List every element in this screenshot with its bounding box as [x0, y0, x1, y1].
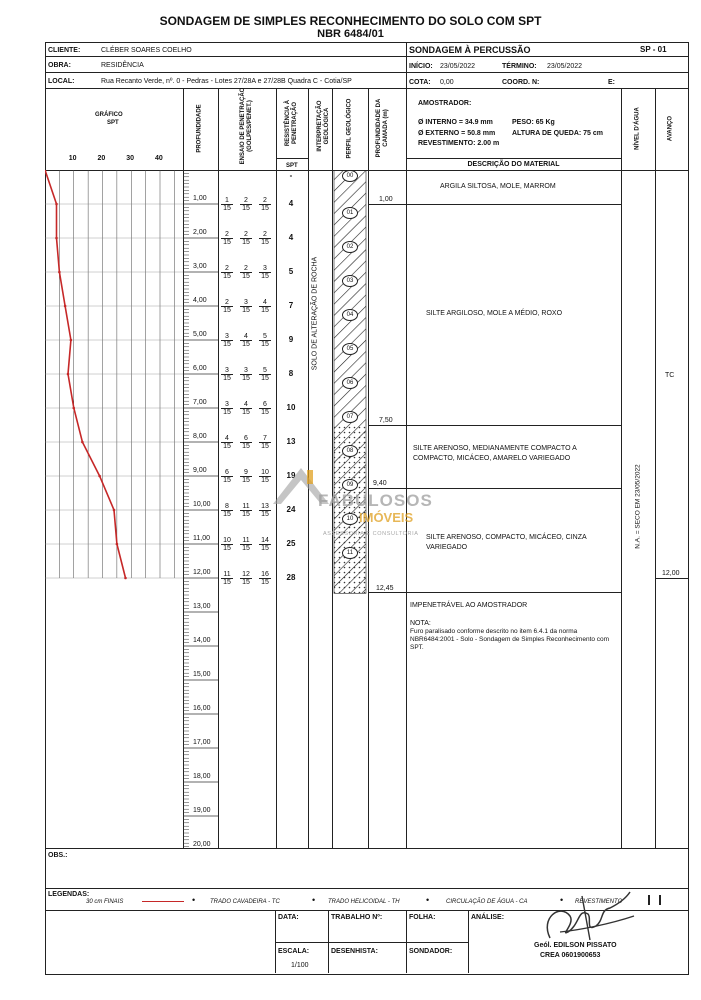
avanco-tc: TC: [665, 372, 675, 379]
depth-label: 13,00: [193, 603, 211, 610]
method-title: SONDAGEM À PERCUSSÃO: [409, 45, 531, 55]
material-3: SILTE ARENOSO, MEDIANAMENTE COMPACTO A COMPACTO, MICÁCEO, AMARELO VARIEGADO: [413, 445, 577, 462]
penetration-blows: $\frac{10}{15}$: [259, 469, 271, 484]
penetration-blows: $\frac{6}{15}$: [259, 401, 271, 416]
penetration-blows: $\frac{11}{15}$: [240, 537, 252, 552]
spt-data-point: [64, 305, 67, 308]
escala-label: ESCALA:: [278, 948, 310, 955]
spt-value: 5: [288, 267, 294, 276]
trabalho-label: TRABALHO Nº:: [331, 914, 383, 921]
penetration-blows: $\frac{14}{15}$: [259, 537, 271, 552]
penetration-blows: $\frac{11}{15}$: [221, 571, 233, 586]
depth-label: 8,00: [193, 433, 207, 440]
cliente-label: CLIENTE:: [48, 47, 81, 54]
depth-label: 12,00: [193, 569, 211, 576]
watermark-brand2: IMÓVEIS: [359, 510, 414, 525]
geologist-name: Geól. EDILSON PISSATO: [534, 942, 617, 949]
col-avanco: AVANÇO: [667, 115, 674, 142]
local-value: Rua Recanto Verde, nº. 0 - Pedras - Lotes 27/28A e 27/28B Quadra C - Cotia/SP: [101, 78, 352, 85]
spt-value: 19: [286, 471, 296, 480]
depth-label: 6,00: [193, 365, 207, 372]
sample-marker: 10: [342, 513, 358, 525]
inicio-label: INÍCIO:: [409, 63, 433, 70]
col-perfil: PERFIL GEOLÓGICO: [346, 98, 353, 159]
col-ensaio: ENSAIO DE PENETRAÇÃO (GOLPES/PENET.): [240, 87, 253, 165]
sondador-label: SONDADOR:: [409, 948, 453, 955]
spt-data-point: [98, 475, 101, 478]
legendas-label: LEGENDAS:: [48, 891, 90, 898]
spt-first: -: [289, 171, 293, 180]
penetration-blows: $\frac{2}{15}$: [240, 231, 252, 246]
avanco-depth: 12,00: [662, 570, 680, 577]
spt-data-point: [55, 203, 58, 206]
amostrador-revestimento: REVESTIMENTO: 2.00 m: [418, 140, 500, 147]
col-prof-camada: PROFUNDIDADE DA CAMADA (m): [376, 98, 389, 158]
spt-value: 10: [286, 403, 296, 412]
spt-value: 13: [286, 437, 296, 446]
grafico-subtitle: SPT: [107, 120, 119, 126]
penetration-blows: $\frac{12}{15}$: [240, 571, 252, 586]
nota-text: Furo paralisado conforme descrito no item 6.4.1 da norma NBR6484:2001 - Solo - Sondagem de Simples Reconhecimento com SPT.: [410, 628, 610, 651]
depth-label: 20,00: [193, 841, 211, 848]
depth-label: 11,00: [193, 535, 210, 542]
amostrador-altura: ALTURA DE QUEDA: 75 cm: [512, 130, 604, 137]
depth-label: 7,00: [193, 399, 207, 406]
material-5: IMPENETRÁVEL AO AMOSTRADOR: [410, 602, 528, 609]
interpretacao-text: SOLO DE ALTERAÇÃO DE ROCHA: [311, 256, 319, 371]
penetration-blows: $\frac{4}{15}$: [240, 333, 252, 348]
legend-ca: CIRCULAÇÃO DE ÁGUA - CA: [446, 899, 528, 905]
data-label: DATA:: [278, 914, 299, 921]
obs-label: OBS.:: [48, 852, 68, 859]
cliente-value: CLÉBER SOARES COELHO: [101, 47, 192, 54]
obra-value: RESIDÊNCIA: [101, 62, 144, 69]
depth-label: 10,00: [193, 501, 211, 508]
material-4: SILTE ARENOSO, COMPACTO, MICÁCEO, CINZA VARIEGADO: [426, 534, 587, 551]
penetration-blows: $\frac{10}{15}$: [221, 537, 233, 552]
layer-depth-4: 12,45: [376, 585, 394, 592]
col-spt: SPT: [286, 163, 298, 169]
sample-marker: 11: [342, 547, 358, 559]
penetration-blows: $\frac{6}{15}$: [221, 469, 233, 484]
spt-data-point: [81, 441, 84, 444]
penetration-blows: $\frac{2}{15}$: [221, 231, 233, 246]
material-2: SILTE ARGILOSO, MOLE A MÉDIO, ROXO: [426, 310, 563, 317]
spt-data-point: [116, 543, 119, 546]
spt-value: 9: [288, 335, 294, 344]
spt-data-point: [67, 373, 70, 376]
spt-data-point: [124, 577, 127, 580]
watermark-sub: ASSESSORIA E CONSULTORIA: [323, 531, 419, 537]
desenhista-label: DESENHISTA:: [331, 948, 378, 955]
e-label: E:: [608, 79, 615, 86]
sample-marker: 06: [342, 377, 358, 389]
depth-label: 19,00: [193, 807, 211, 814]
folha-label: FOLHA:: [409, 914, 436, 921]
penetration-blows: $\frac{3}{15}$: [240, 299, 252, 314]
depth-label: 15,00: [193, 671, 211, 678]
depth-label: 16,00: [193, 705, 211, 712]
penetration-blows: $\frac{2}{15}$: [259, 197, 271, 212]
depth-label: 17,00: [193, 739, 211, 746]
spt-value: 7: [288, 301, 294, 310]
depth-ruler: [183, 170, 218, 848]
grafico-title: GRÁFICO: [95, 112, 123, 118]
penetration-blows: $\frac{8}{15}$: [221, 503, 233, 518]
depth-label: 4,00: [193, 297, 207, 304]
legend-revestimento: REVESTIMENTO: [575, 899, 623, 905]
legend-30cm: 30 cm FINAIS: [86, 899, 124, 905]
sample-marker: 09: [342, 479, 358, 491]
penetration-blows: $\frac{2}{15}$: [259, 231, 271, 246]
penetration-blows: $\frac{1}{15}$: [221, 197, 233, 212]
depth-label: 9,00: [193, 467, 207, 474]
cota-value: 0,00: [440, 79, 454, 86]
sample-marker: 02: [342, 241, 358, 253]
penetration-blows: $\frac{13}{15}$: [259, 503, 271, 518]
axis-tick-label: 30: [126, 155, 135, 162]
spt-data-point: [113, 509, 116, 512]
sample-marker: 05: [342, 343, 358, 355]
sp-id: SP - 01: [640, 45, 667, 54]
legend-th: TRADO HELICOIDAL - TH: [328, 899, 400, 905]
depth-label: 5,00: [193, 331, 207, 338]
penetration-blows: $\frac{3}{15}$: [221, 367, 233, 382]
sample-marker: 00: [342, 170, 358, 182]
depth-label: 1,00: [193, 195, 207, 202]
termino-value: 23/05/2022: [547, 63, 583, 70]
spt-data-point: [55, 237, 58, 240]
legend-red-line: [142, 901, 184, 902]
penetration-blows: $\frac{4}{15}$: [240, 401, 252, 416]
penetration-blows: $\frac{3}{15}$: [259, 265, 271, 280]
penetration-blows: $\frac{5}{15}$: [259, 333, 271, 348]
amostrador-peso: PESO: 65 Kg: [512, 119, 555, 126]
layer-depth-1: 1,00: [379, 196, 393, 203]
material-1: ARGILA SILTOSA, MOLE, MARROM: [440, 183, 556, 190]
signature: [530, 888, 640, 948]
depth-label: 2,00: [193, 229, 207, 236]
penetration-blows: $\frac{16}{15}$: [259, 571, 271, 586]
norm-code: NBR 6484/01: [317, 28, 384, 40]
axis-tick-label: 10: [68, 155, 77, 162]
sample-marker: 04: [342, 309, 358, 321]
col-resistencia: RESISTÊNCIA À PENETRAÇÃO: [285, 99, 298, 147]
termino-label: TÉRMINO:: [502, 63, 537, 70]
sample-marker: 03: [342, 275, 358, 287]
depth-label: 14,00: [193, 637, 211, 644]
sample-marker: 01: [342, 207, 358, 219]
sample-marker: 07: [342, 411, 358, 423]
sample-marker: 08: [342, 445, 358, 457]
amostrador-interno: Ø INTERNO = 34.9 mm: [418, 119, 493, 126]
depth-label: 3,00: [193, 263, 207, 270]
col-nivel: NÍVEL D'ÁGUA: [634, 107, 641, 150]
spt-value: 28: [286, 573, 296, 582]
depth-label: 18,00: [193, 773, 211, 780]
penetration-blows: $\frac{2}{15}$: [240, 197, 252, 212]
penetration-blows: $\frac{6}{15}$: [240, 435, 252, 450]
layer-depth-2: 7,50: [379, 417, 393, 424]
coord-label: COORD. N:: [502, 79, 540, 86]
col-descricao: DESCRIÇÃO DO MATERIAL: [467, 161, 560, 168]
axis-tick-label: 20: [97, 155, 106, 162]
spt-chart: [45, 170, 183, 848]
penetration-blows: $\frac{2}{15}$: [240, 265, 252, 280]
penetration-blows: $\frac{5}{15}$: [259, 367, 271, 382]
layer-depth-3: 9,40: [373, 480, 387, 487]
legend-tc: TRADO CAVADEIRA - TC: [210, 899, 280, 905]
watermark-brand: FABULOSOS: [318, 491, 433, 510]
crea-number: CREA 0601900653: [540, 952, 601, 959]
escala-value: 1/100: [291, 962, 309, 969]
penetration-blows: $\frac{3}{15}$: [221, 333, 233, 348]
col-profundidade: PROFUNDIDADE: [196, 104, 203, 153]
spt-value: 25: [286, 539, 296, 548]
nota-title: NOTA:: [410, 620, 431, 627]
spt-data-point: [70, 339, 73, 342]
penetration-blows: $\frac{9}{15}$: [240, 469, 252, 484]
legend-revestimento-symbol: [648, 895, 661, 905]
spt-value: 8: [288, 369, 294, 378]
obra-label: OBRA:: [48, 62, 71, 69]
cota-label: COTA:: [409, 79, 431, 86]
spt-value: 24: [286, 505, 296, 514]
penetration-blows: $\frac{2}{15}$: [221, 299, 233, 314]
analise-label: ANÁLISE:: [471, 914, 505, 921]
axis-tick-label: 40: [155, 155, 163, 162]
water-level-note: N.A. = SECO EM 23/05/2022: [634, 464, 642, 549]
penetration-blows: $\frac{7}{15}$: [259, 435, 271, 450]
amostrador-title: AMOSTRADOR:: [418, 100, 472, 107]
col-interpretacao: INTERPRETAÇÃO GEOLÓGICA: [317, 100, 330, 152]
local-label: LOCAL:: [48, 78, 75, 85]
penetration-blows: $\frac{4}{15}$: [221, 435, 233, 450]
penetration-blows: $\frac{2}{15}$: [221, 265, 233, 280]
document-title: SONDAGEM DE SIMPLES RECONHECIMENTO DO SOLO COM SPT: [159, 14, 542, 28]
penetration-blows: $\frac{11}{15}$: [240, 503, 252, 518]
spt-value: 4: [288, 233, 294, 242]
penetration-blows: $\frac{3}{15}$: [221, 401, 233, 416]
inicio-value: 23/05/2022: [440, 63, 476, 70]
spt-data-point: [58, 271, 61, 274]
penetration-blows: $\frac{3}{15}$: [240, 367, 252, 382]
amostrador-externo: Ø EXTERNO = 50.8 mm: [418, 130, 496, 137]
spt-data-point: [72, 407, 75, 410]
penetration-blows: $\frac{4}{15}$: [259, 299, 271, 314]
spt-value: 4: [288, 199, 294, 208]
